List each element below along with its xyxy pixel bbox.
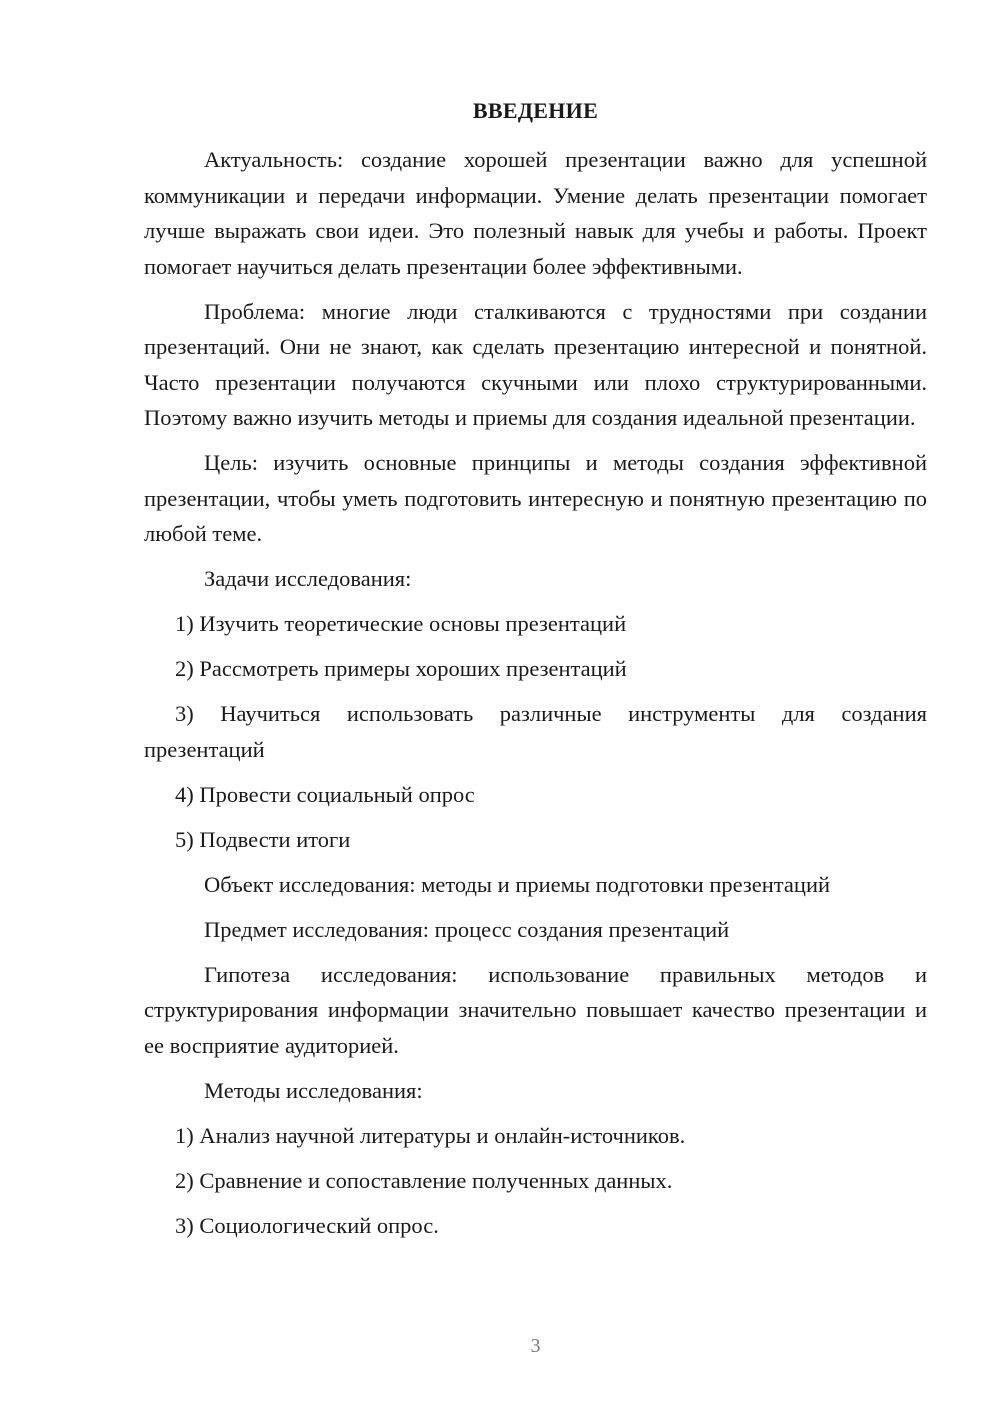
methods-heading: Методы исследования: xyxy=(204,1077,423,1103)
task-item-2: 2) Рассмотреть примеры хороших презентаций xyxy=(175,656,627,681)
document-page xyxy=(144,0,927,1414)
paragraph-object: Объект исследования: методы и приемы подготовки презентаций xyxy=(204,871,831,897)
paragraph-relevance: Актуальность: создание хорошей презентации важно для успешной коммуникации и передачи информации. Умение делать презентации помогает лучше выражать свои идеи. Это полезный навык для учебы и работы. Проект помогает научиться делать презентации более эффективными. xyxy=(144,147,927,279)
tasks-heading: Задачи исследования: xyxy=(204,566,412,591)
method-item-2: 2) Сравнение и сопоставление полученных данных. xyxy=(175,1167,673,1193)
method-item-1: 1) Анализ научной литературы и онлайн-источников. xyxy=(175,1122,686,1148)
document-body xyxy=(144,142,927,1253)
task-item-4: 4) Провести социальный опрос xyxy=(175,781,475,807)
paragraph-problem: Проблема: многие люди сталкиваются с трудностями при создании презентаций. Они не знают, как сделать презентацию интересной и понятной. Часто презентации получаются скучными или плохо структурированными. Поэтому важно изучить методы и приемы для создания идеальной презентации. xyxy=(144,298,927,430)
task-item-1: 1) Изучить теоретические основы презентаций xyxy=(175,611,627,636)
method-item-3: 3) Социологический опрос. xyxy=(175,1212,439,1238)
page-number: 3 xyxy=(530,1335,541,1357)
paragraph-subject: Предмет исследования: процесс создания презентаций xyxy=(204,916,730,942)
page-title: ВВЕДЕНИЕ xyxy=(472,98,599,123)
task-item-3: 3) Научиться использовать различные инструменты для создания презентаций xyxy=(144,701,927,762)
paragraph-goal: Цель: изучить основные принципы и методы создания эффективной презентации, чтобы уметь подготовить интересную и понятную презентацию по любой теме. xyxy=(144,450,927,546)
paragraph-hypothesis: Гипотеза исследования: использование правильных методов и структурирования информации значительно повышает качество презентации и ее восприятие аудиторией. xyxy=(144,961,927,1058)
task-item-5: 5) Подвести итоги xyxy=(175,826,351,852)
